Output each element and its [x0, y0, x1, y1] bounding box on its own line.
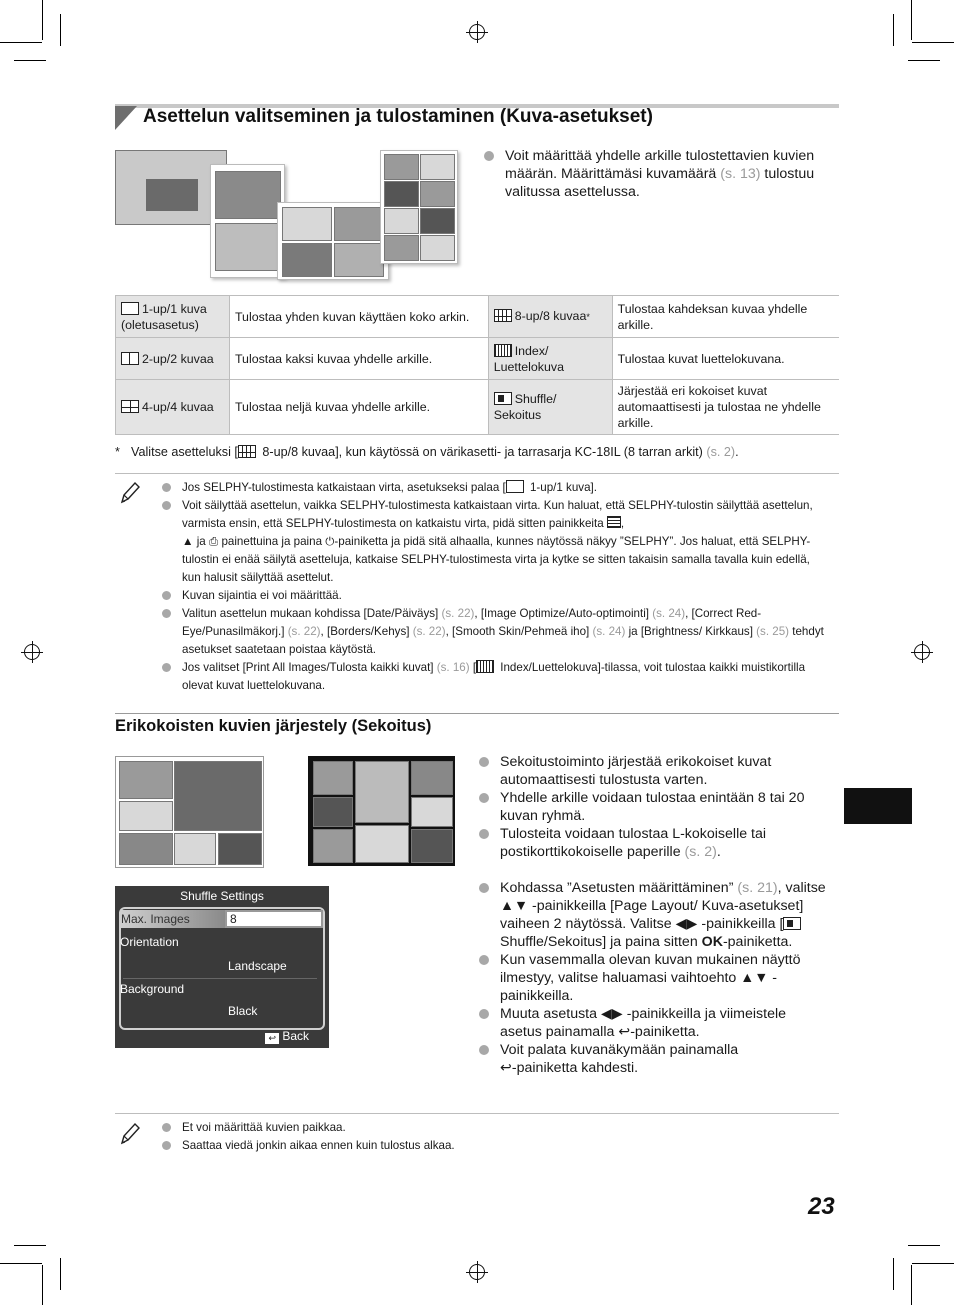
- crop-mark: [42, 0, 43, 40]
- divider: [115, 713, 839, 714]
- layout-index-icon: [494, 344, 512, 357]
- left-right-buttons-icon: ◀▶: [675, 916, 698, 932]
- crop-mark: [60, 14, 61, 46]
- shuffle-sample-black: [308, 756, 455, 866]
- registration-mark-icon: [24, 644, 40, 660]
- registration-mark-icon: [914, 644, 930, 660]
- layout-option-4up: 4-up/4 kuvaa: [116, 380, 230, 435]
- steps-list: [476, 879, 828, 1077]
- title-marker-icon: [115, 106, 137, 130]
- shuffle-info-item: Sekoitustoiminto järjestää erikokoiset kuvat automaattisesti tulostusta varten.: [476, 753, 828, 789]
- layout-index-icon: [476, 660, 494, 673]
- table-row: [116, 380, 840, 435]
- layout-desc: Tulostaa kahdeksan kuvaa yhdelle arkille.: [612, 296, 839, 338]
- sample-sheet-8up: [380, 150, 458, 264]
- layout-shuffle-icon: [494, 392, 512, 405]
- registration-mark-icon: [469, 1264, 485, 1280]
- ok-button-glyph: OK: [701, 934, 723, 950]
- left-right-buttons-icon: ◀▶: [600, 1006, 623, 1022]
- back-button-icon: ↩: [500, 1060, 512, 1076]
- setting-background-value[interactable]: Black: [228, 1004, 258, 1018]
- crop-mark: [0, 1263, 42, 1264]
- layout-8up-icon: [494, 309, 512, 322]
- back-button[interactable]: ↩ Back: [265, 1029, 309, 1044]
- note-item: Et voi määrittää kuvien paikkaa.: [160, 1119, 824, 1137]
- step-item: Kohdassa ”Asetusten määrittäminen” (s. 21), valitse ▲▼ -painikkeilla [Page Layout/ Kuva-asetukset] vaiheen 2 näytössä. Valitse ◀▶ -painikkeilla [ Shuffle/Sekoitus] ja paina sitten OK-painiketta.: [476, 879, 828, 951]
- up-down-buttons-icon: ▲▼: [500, 898, 529, 914]
- layout-desc: Tulostaa yhden kuvan käyttäen koko arkin.: [229, 296, 488, 338]
- section-title: Erikokoisten kuvien järjestely (Sekoitus): [115, 717, 432, 735]
- intro-text: Voit määrittää yhdelle arkille tulostettavien kuvien määrän. Määrittämäsi kuvamäärä (s. 13) tulostuu valitussa asettelussa.: [481, 147, 836, 201]
- sample-sheet-2up: [210, 164, 285, 278]
- layout-desc: Tulostaa kuvat luettelokuvana.: [612, 338, 839, 380]
- page-title: Asettelun valitseminen ja tulostaminen (Kuva-asetukset): [143, 106, 653, 127]
- layout-shuffle-icon: [783, 917, 801, 930]
- crop-mark: [42, 1265, 43, 1305]
- sample-sheet-4up: [277, 202, 389, 280]
- crop-mark: [912, 42, 954, 43]
- note-item: Voit säilyttää asettelun, vaikka SELPHY-tulostimesta katkaistaan virta. Kun haluat, että SELPHY-tulostin säilyttää asettelun, varmista ensin, että SELPHY-tulostimesta on katkaistu virta, pidä sitten painikkeita , ▲ ja ⎙ painettuina ja paina ⏻-painiketta ja pidä sitä alhaalla, kunnes näytössä näkyy ”SELPHY”. Jos haluat, että SELPHY-tulostin ei enää säilytä asetteluja, katkaise SELPHY-tulostimesta virta ja kytke se sitten takaisin samalla tavalla kuin edellä, kun halusit säilyttää asettelut.: [160, 497, 824, 587]
- shuffle-settings-screen: [115, 886, 329, 1048]
- layout-option-index: Index/ Luettelokuva: [488, 338, 612, 380]
- setting-max-images[interactable]: Max. Images: [120, 910, 225, 928]
- divider: [115, 1113, 839, 1114]
- divider: [115, 473, 839, 474]
- layout-option-2up: 2-up/2 kuvaa: [116, 338, 230, 380]
- layout-option-8up: 8-up/8 kuvaa*: [488, 296, 612, 338]
- crop-mark: [908, 1245, 940, 1246]
- chapter-tab: [844, 788, 912, 824]
- step-item: Voit palata kuvanäkymään painamalla ↩-painiketta kahdesti.: [476, 1041, 828, 1077]
- crop-mark: [0, 42, 42, 43]
- layout-option-1up: 1-up/1 kuva (oletusasetus): [116, 296, 230, 338]
- layout-2up-icon: [121, 352, 139, 365]
- layout-desc: Tulostaa kaksi kuvaa yhdelle arkille.: [229, 338, 488, 380]
- up-down-buttons-icon: ▲▼: [740, 970, 769, 986]
- menu-button-icon: [607, 516, 621, 528]
- table-row: [116, 296, 840, 338]
- layout-option-shuffle: Shuffle/ Sekoitus: [488, 380, 612, 435]
- crop-mark: [893, 14, 894, 46]
- layout-8up-icon: [238, 445, 256, 458]
- step-item: Kun vasemmalla olevan kuvan mukainen näyttö ilmestyy, valitse haluamasi vaihtoehto ▲▼ -painikkeilla.: [476, 951, 828, 1005]
- crop-mark: [14, 60, 46, 61]
- back-icon: ↩: [265, 1033, 279, 1044]
- back-button-icon: ↩: [618, 1024, 631, 1040]
- layout-desc: Järjestää eri kokoiset kuvat automaattisesti ja tulostaa ne yhdelle arkille.: [612, 380, 839, 435]
- page-number: 23: [808, 1193, 835, 1220]
- layout-1up-icon: [506, 480, 524, 493]
- step-item: Muuta asetusta ◀▶ -painikkeilla ja viimeistele asetus painamalla ↩-painiketta.: [476, 1005, 828, 1041]
- setting-background[interactable]: Background: [120, 982, 185, 996]
- setting-max-images-value[interactable]: 8: [225, 910, 323, 928]
- crop-mark: [893, 1258, 894, 1290]
- shuffle-info-item: Tulosteita voidaan tulostaa L-kokoiselle tai postikorttikokoiselle paperille (s. 2).: [476, 825, 828, 861]
- crop-mark: [911, 1265, 912, 1305]
- crop-mark: [911, 0, 912, 40]
- crop-mark: [912, 1263, 954, 1264]
- pencil-icon: [118, 480, 140, 506]
- up-button-icon: ▲: [182, 535, 194, 548]
- pencil-icon: [118, 1121, 140, 1147]
- layout-desc: Tulostaa neljä kuvaa yhdelle arkille.: [229, 380, 488, 435]
- layout-samples-illustration: [115, 150, 460, 278]
- shuffle-sample-white: [115, 756, 264, 868]
- layout-4up-icon: [121, 400, 139, 413]
- screen-header: Shuffle Settings: [180, 889, 264, 903]
- note-item: Kuvan sijaintia ei voi määrittää.: [160, 587, 824, 605]
- layout-table: [115, 295, 839, 435]
- table-row: [116, 338, 840, 380]
- note-item: Jos SELPHY-tulostimesta katkaistaan virta, asetukseksi palaa [ 1-up/1 kuva].: [160, 479, 824, 497]
- footnote: * Valitse asetteluksi [ 8-up/8 kuvaa], kun käytössä on värikasetti- ja tarrasarja KC-18IL (8 tarran arkit) (s. 2).: [115, 445, 739, 459]
- shuffle-info-item: Yhdelle arkille voidaan tulostaa enintään 8 tai 20 kuvan ryhmä.: [476, 789, 828, 825]
- crop-mark: [908, 60, 940, 61]
- setting-orientation-value[interactable]: Landscape: [228, 959, 287, 973]
- notes-list: [160, 479, 824, 695]
- shuffle-info-list: [476, 753, 828, 861]
- layout-1up-icon: [121, 302, 139, 315]
- note-item: Jos valitset [Print All Images/Tulosta kaikki kuvat] (s. 16) [ Index/Luettelokuva]-tilassa, voit tulostaa kaikki muistikortilla olevat kuvat luettelokuvana.: [160, 659, 824, 695]
- notes-list: [160, 1119, 824, 1155]
- crop-mark: [14, 1245, 46, 1246]
- note-item: Valitun asettelun mukaan kohdissa [Date/Päiväys] (s. 22), [Image Optimize/Auto-optimointi] (s. 24), [Correct Red-Eye/Punasilmäkorj.] (s. 22), [Borders/Kehys] (s. 22), [Smooth Skin/Pehmeä iho] (s. 24) ja [Brightness/ Kirkkaus] (s. 25) tehdyt asetukset saatetaan poistaa käytöstä.: [160, 605, 824, 659]
- note-item: Saattaa viedä jonkin aikaa ennen kuin tulostus alkaa.: [160, 1137, 824, 1155]
- registration-mark-icon: [469, 24, 485, 40]
- power-button-icon: ⏻: [325, 535, 335, 548]
- print-button-icon: ⎙: [208, 535, 219, 548]
- setting-orientation[interactable]: Orientation: [120, 935, 179, 949]
- crop-mark: [60, 1258, 61, 1290]
- intro-list: [481, 147, 836, 201]
